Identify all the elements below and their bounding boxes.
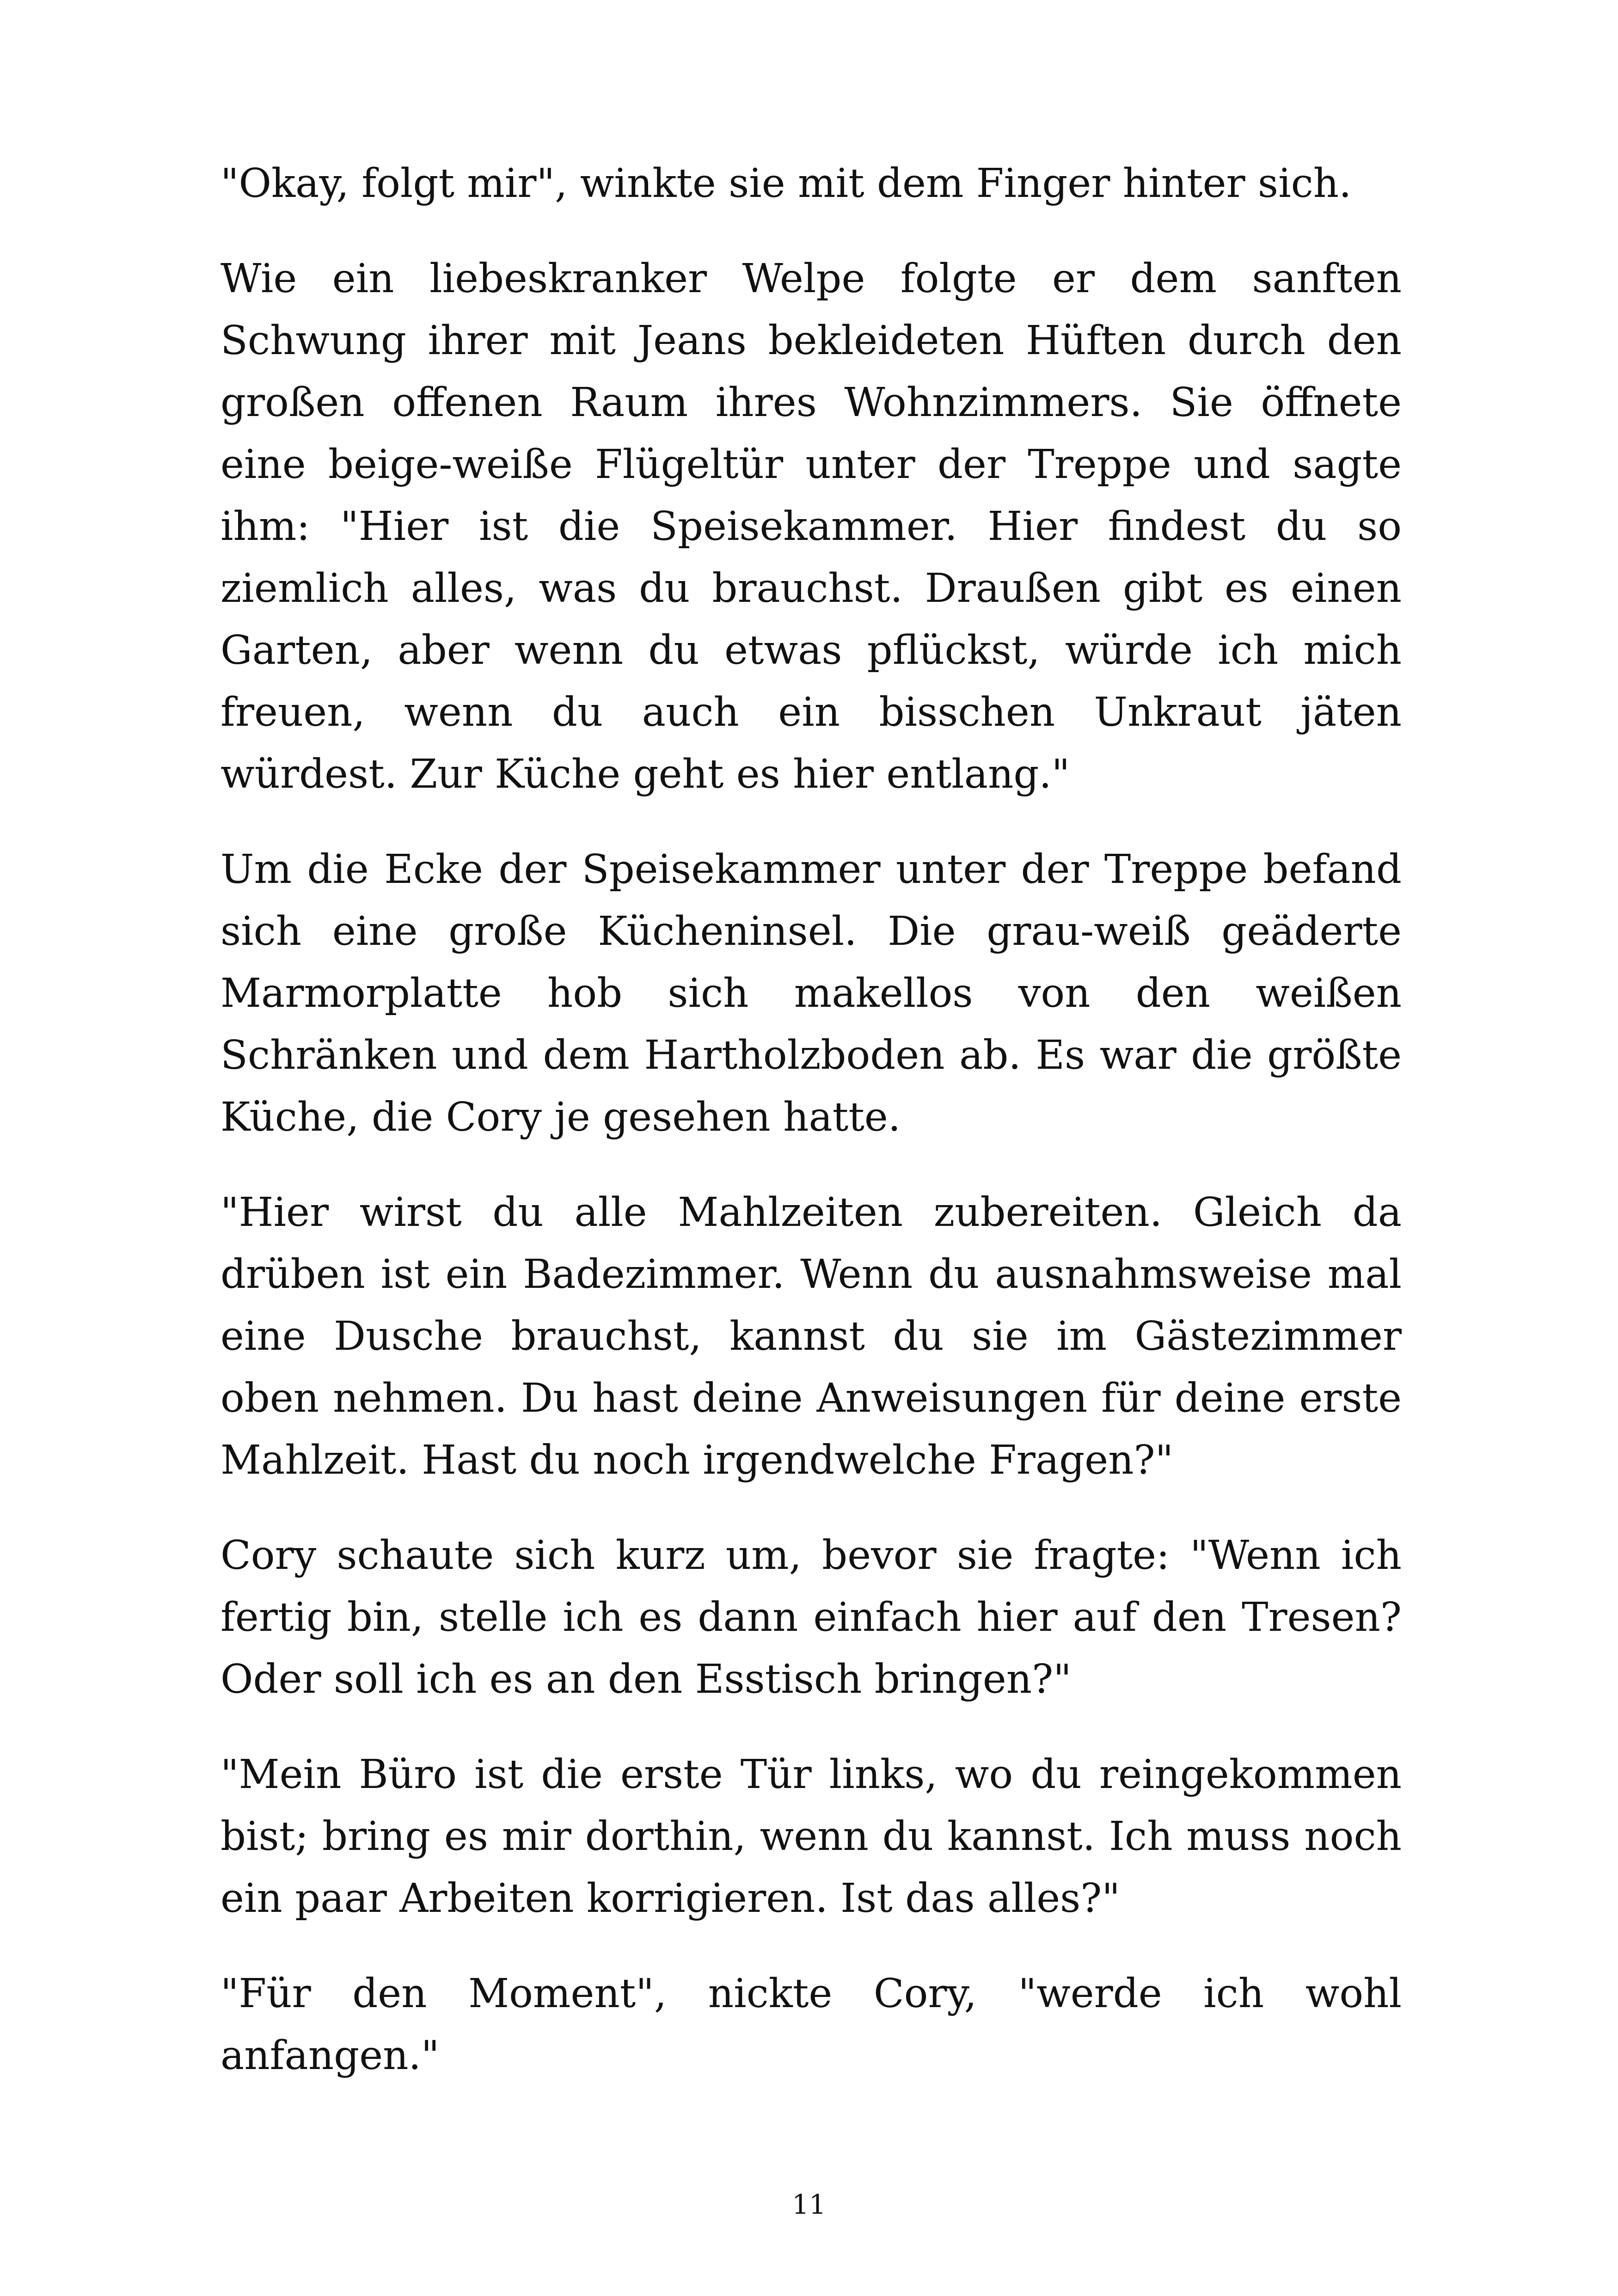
paragraph-2: Wie ein liebeskranker Welpe folgte er dem sanften Schwung ihrer mit Jeans bekleideten Hüften durch den großen offenen Raum ihres Wohnzimmers. Sie öffnete eine beige-weiße Flügeltür unter der Treppe und sagte ihm: "Hier ist die Speisekammer. Hier findest du so ziemlich alles, was du brauchst. Draußen gibt es einen Garten, aber wenn du etwas pflückst, würde ich mich freuen, wenn du auch ein bisschen Unkraut jäten würdest. Zur Küche geht es hier entlang." bbox=[221, 256, 1402, 797]
paragraph-6: "Mein Büro ist die erste Tür links, wo du reingekommen bist; bring es mir dorthin, wenn du kannst. Ich muss noch ein paar Arbeiten korrigieren. Ist das alles?" bbox=[221, 1751, 1402, 1922]
paragraph-7: "Für den Moment", nickte Cory, "werde ich wohl anfangen." bbox=[221, 1971, 1402, 2079]
paragraph-1: "Okay, folgt mir", winkte sie mit dem Finger hinter sich. bbox=[221, 160, 1352, 207]
paragraph-4: "Hier wirst du alle Mahlzeiten zubereiten. Gleich da drüben ist ein Badezimmer. Wenn du ausnahmsweise mal eine Dusche brauchst, kannst du sie im Gästezimmer oben nehmen. Du hast deine Anweisungen für deine erste Mahlzeit. Hast du noch irgendwelche Fragen?" bbox=[221, 1189, 1402, 1483]
paragraph-5: Cory schaute sich kurz um, bevor sie fragte: "Wenn ich fertig bin, stelle ich es dann einfach hier auf den Tresen? Oder soll ich es an den Esstisch bringen?" bbox=[221, 1532, 1402, 1702]
body-text bbox=[221, 153, 1402, 2120]
page-number: 11 bbox=[792, 2189, 826, 2220]
paragraph-3: Um die Ecke der Speisekammer unter der Treppe befand sich eine große Kücheninsel. Die grau-weiß geäderte Marmorplatte hob sich makellos von den weißen Schränken und dem Hartholzboden ab. Es war die größte Küche, die Cory je gesehen hatte. bbox=[221, 846, 1402, 1140]
